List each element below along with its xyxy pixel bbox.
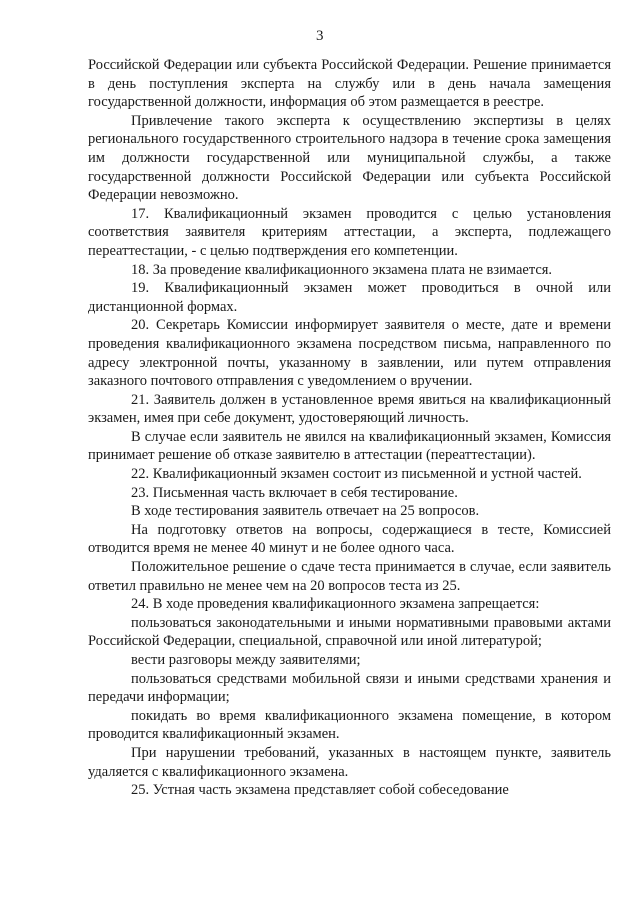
paragraph-18: 18. За проведение квалификационного экзамена плата не взимается. — [131, 261, 553, 278]
document-body — [88, 56, 611, 800]
paragraph-test-time: На подготовку ответов на вопросы, содержащиеся в тесте, Комиссией отводится время не менее 40 минут и не более одного часа. — [88, 521, 611, 557]
list-item-mobile: пользоваться средствами мобильной связи и иными средствами хранения и передачи информации; — [88, 670, 611, 706]
paragraph-test-pass: Положительное решение о сдаче теста принимается в случае, если заявитель ответил правильно не менее чем на 20 вопросов теста из 25. — [88, 559, 611, 594]
paragraph-no-show: В случае если заявитель не явился на квалификационный экзамен, Комиссия принимает решение об отказе заявителю в аттестации (переаттестации). — [88, 428, 611, 464]
paragraph-continuation: Российской Федерации или субъекта Российской Федерации. Решение принимается в день поступления эксперта на службу или в день начала замещения государственной должности, информация об этом размещается в реестре. — [88, 57, 611, 111]
paragraph-violation: При нарушении требований, указанных в настоящем пункте, заявитель удаляется с квалификационного экзамена. — [88, 744, 611, 780]
list-item-leaving: покидать во время квалификационного экзамена помещение, в котором проводится квалификационный экзамен. — [88, 707, 611, 743]
paragraph-21: 21. Заявитель должен в установленное время явиться на квалификационный экзамен, имея при себе документ, удостоверяющий личность. — [88, 391, 611, 427]
paragraph-24: 24. В ходе проведения квалификационного экзамена запрещается: — [131, 596, 540, 613]
paragraph-17: 17. Квалификационный экзамен проводится с целью установления соответствия заявителя критериям аттестации, а эксперта, подлежащего переаттестации, - с целью подтверждения его компетенции. — [88, 205, 611, 259]
list-item-literature: пользоваться законодательными и иными нормативными правовыми актами Российской Федерации, специальной, справочной или иной литературой; — [88, 614, 611, 650]
paragraph-expert-involvement: Привлечение такого эксперта к осуществлению экспертизы в целях регионального государственного строительного надзора в течение срока замещения им должности государственной или муниципальной службы, а также государственной должности Российской Федерации или субъекта Российской Федерации невозможно. — [88, 112, 611, 204]
list-item-conversations: вести разговоры между заявителями; — [131, 652, 361, 668]
paragraph-23: 23. Письменная часть включает в себя тестирование. — [131, 484, 458, 501]
paragraph-19: 19. Квалификационный экзамен может проводиться в очной или дистанционной формах. — [88, 280, 611, 315]
paragraph-22: 22. Квалификационный экзамен состоит из письменной и устной частей. — [131, 466, 582, 483]
paragraph-test-questions: В ходе тестирования заявитель отвечает на 25 вопросов. — [131, 503, 480, 520]
page-number: 3 — [316, 28, 324, 44]
paragraph-25: 25. Устная часть экзамена представляет собой собеседование — [131, 782, 509, 799]
paragraph-20: 20. Секретарь Комиссии информирует заявителя о месте, дате и времени проведения квалификационного экзамена посредством письма, направленного по адресу электронной почты, указанному в заявлении, или путем отправления заказного почтового отправления с уведомлением о вручении. — [88, 317, 611, 390]
